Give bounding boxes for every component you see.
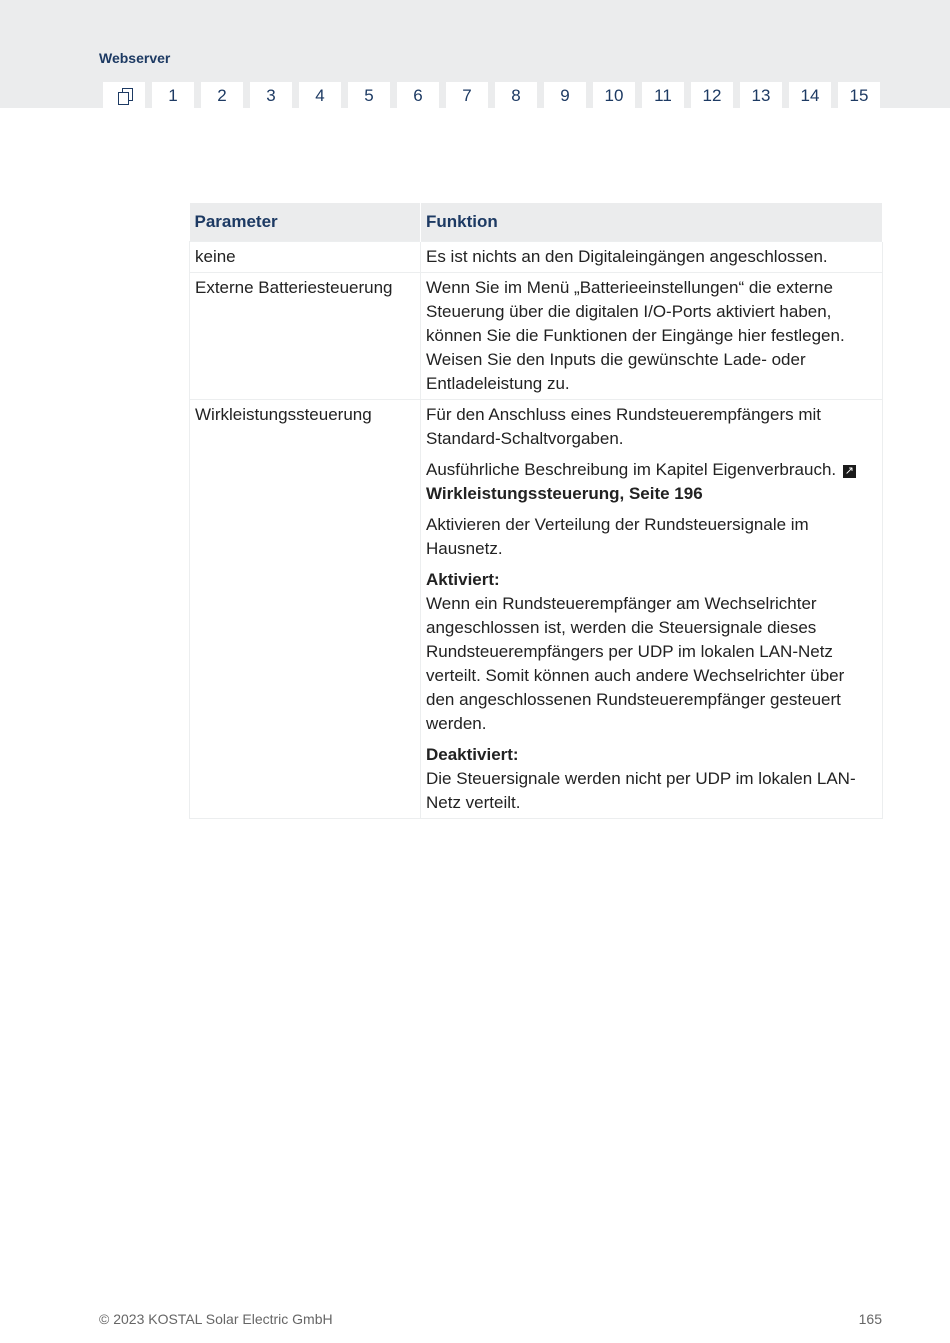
tab-chapter-3[interactable]: 3 [250,82,292,109]
tab-chapter-1[interactable]: 1 [152,82,194,109]
parameter-cell: Externe Batteriesteuerung [190,273,421,400]
tab-chapter-14[interactable]: 14 [789,82,831,109]
cross-reference [426,458,877,506]
tab-chapter-8[interactable]: 8 [495,82,537,109]
tab-chapter-10[interactable]: 10 [593,82,635,109]
parameter-cell: Wirkleistungssteuerung [190,400,421,819]
table-row [190,273,883,400]
distribution-text: Aktivieren der Verteilung der Rundsteuersignale im Hausnetz. [426,515,809,558]
deactivated-text: Die Steuersignale werden nicht per UDP im lokalen LAN-Netz verteilt. [426,769,856,812]
function-text: Wenn Sie im Menü „Batterieeinstellungen“ die externe Steuerung über die digitalen I/O-Ports aktiviert haben, können Sie die Funktionen der Eingänge hier festlegen. Weisen Sie den Inputs die gewünschte Lade- oder Entladeleistung zu. [426,278,845,393]
reference-link[interactable]: Wirkleistungssteuerung, Seite 196 [426,484,703,503]
activated-label: Aktiviert: [426,570,500,589]
activated-block [426,568,877,736]
tab-chapter-6[interactable]: 6 [397,82,439,109]
tab-chapter-4[interactable]: 4 [299,82,341,109]
column-header-function: Funktion [421,203,883,242]
chapter-tabs [103,82,880,109]
section-title: Webserver [99,50,171,66]
function-intro: Für den Anschluss eines Rundsteuerempfängers mit Standard-Schaltvorgaben. [426,405,821,448]
deactivated-block [426,743,877,815]
tab-chapter-15[interactable]: 15 [838,82,880,109]
tab-chapter-9[interactable]: 9 [544,82,586,109]
tab-chapter-13[interactable]: 13 [740,82,782,109]
parameter-table [189,203,883,819]
table-row [190,242,883,273]
link-arrow-icon[interactable]: ↗ [844,465,854,477]
pages-icon [118,88,131,103]
function-cell [421,273,883,400]
tab-chapter-11[interactable]: 11 [642,82,684,109]
table-row [190,400,883,819]
footer-page-number: 165 [858,1311,882,1327]
column-header-parameter: Parameter [190,203,421,242]
reference-text: Ausführliche Beschreibung im Kapitel Eigenverbrauch. [426,460,837,479]
tab-chapter-7[interactable]: 7 [446,82,488,109]
tab-chapter-5[interactable]: 5 [348,82,390,109]
function-cell [421,242,883,273]
parameter-cell: keine [190,242,421,273]
table-header-row [190,203,883,242]
activated-text: Wenn ein Rundsteuerempfänger am Wechselrichter angeschlossen ist, werden die Steuersignale dieses Rundsteuerempfängers per UDP im lokalen LAN-Netz verteilt. Somit können auch andere Wechselrichter über den angeschlossenen Rundsteuerempfänger gesteuert werden. [426,594,845,733]
tab-chapter-12[interactable]: 12 [691,82,733,109]
tab-contents[interactable] [103,82,145,109]
footer-copyright: © 2023 KOSTAL Solar Electric GmbH [99,1311,333,1327]
deactivated-label: Deaktiviert: [426,745,519,764]
function-cell [421,400,883,819]
tab-chapter-2[interactable]: 2 [201,82,243,109]
function-text: Es ist nichts an den Digitaleingängen angeschlossen. [426,247,828,266]
